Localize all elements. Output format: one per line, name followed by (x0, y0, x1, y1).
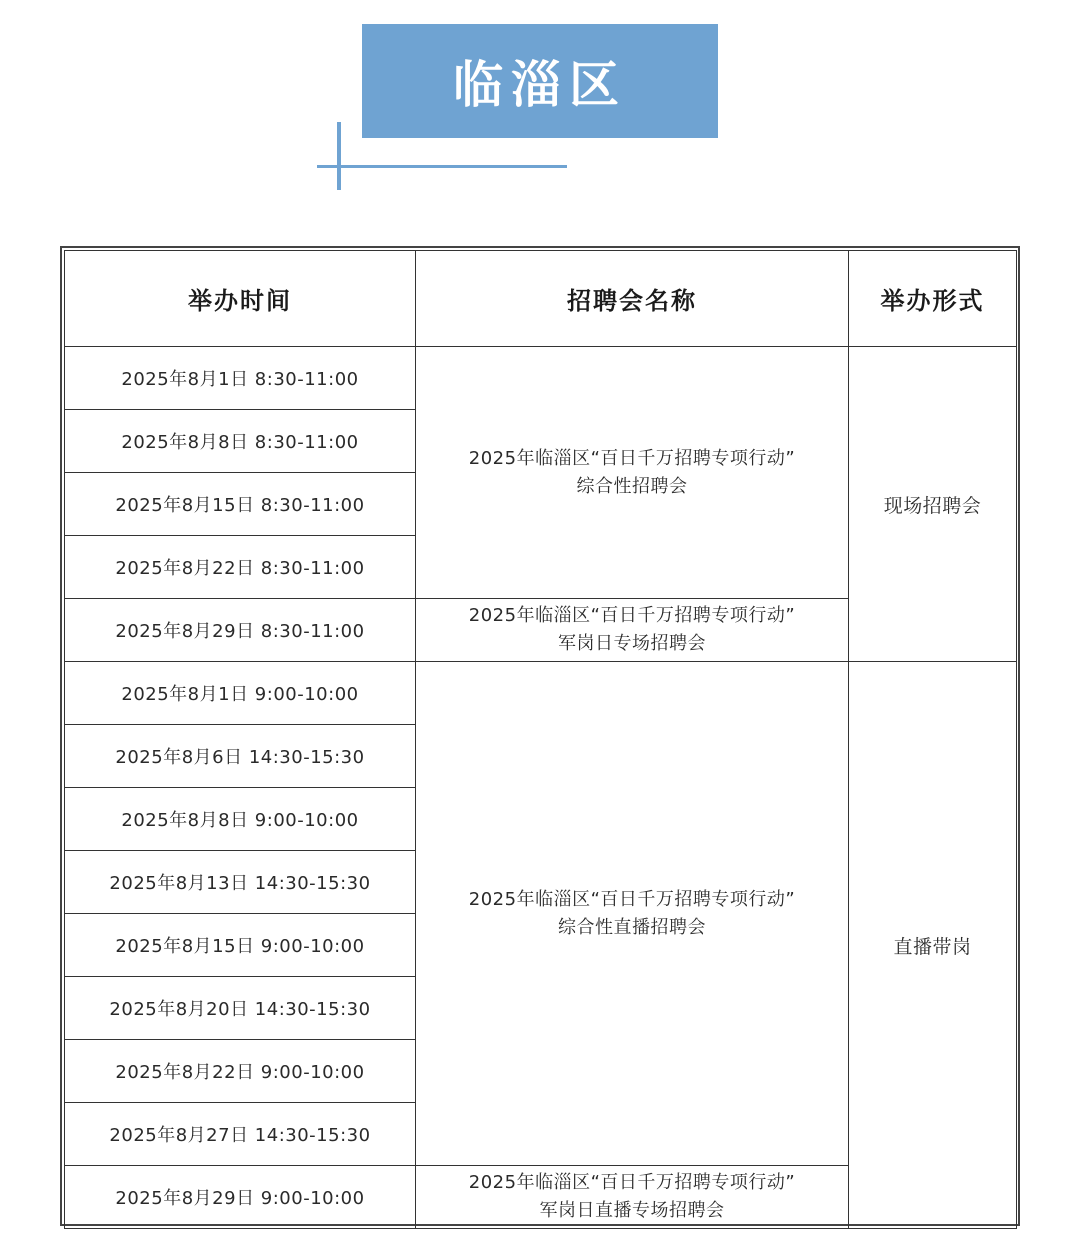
fair-name-line: 2025年临淄区“百日千万招聘专项行动” (468, 447, 796, 469)
schedule-table-frame (60, 246, 1020, 1226)
fair-name-line: 2025年临淄区“百日千万招聘专项行动” (468, 1172, 796, 1193)
fair-name-line: 2025年临淄区“百日千万招聘专项行动” (468, 605, 796, 626)
schedule-table (64, 250, 1017, 1229)
title-banner (362, 24, 718, 138)
fair-name-cell (416, 599, 849, 662)
table-row (65, 662, 1017, 725)
time-cell: 2025年8月8日 9:00-10:00 (65, 788, 416, 851)
fair-name-cell (416, 662, 849, 1166)
time-cell: 2025年8月22日 9:00-10:00 (65, 1040, 416, 1103)
fair-name-line: 2025年临淄区“百日千万招聘专项行动” (468, 888, 796, 910)
fair-name-line: 军岗日专场招聘会 (558, 633, 706, 654)
table-header-row (65, 251, 1017, 347)
time-cell: 2025年8月13日 14:30-15:30 (65, 851, 416, 914)
fair-name-line: 综合性招聘会 (576, 475, 688, 497)
time-cell: 2025年8月29日 9:00-10:00 (65, 1166, 416, 1229)
fair-name-cell (416, 1166, 849, 1229)
time-cell: 2025年8月8日 8:30-11:00 (65, 410, 416, 473)
time-cell: 2025年8月27日 14:30-15:30 (65, 1103, 416, 1166)
time-cell: 2025年8月20日 14:30-15:30 (65, 977, 416, 1040)
format-cell: 直播带岗 (849, 662, 1017, 1229)
header-name: 招聘会名称 (416, 251, 849, 347)
table-row (65, 347, 1017, 410)
fair-name-line: 军岗日直播专场招聘会 (539, 1200, 725, 1221)
time-cell: 2025年8月1日 9:00-10:00 (65, 662, 416, 725)
time-cell: 2025年8月6日 14:30-15:30 (65, 725, 416, 788)
decorative-horizontal-line (317, 165, 567, 168)
header-format: 举办形式 (849, 251, 1017, 347)
page-title: 临淄区 (453, 56, 627, 114)
decorative-vertical-line (337, 122, 341, 190)
time-cell: 2025年8月1日 8:30-11:00 (65, 347, 416, 410)
time-cell: 2025年8月15日 9:00-10:00 (65, 914, 416, 977)
format-cell: 现场招聘会 (849, 347, 1017, 662)
fair-name-cell (416, 347, 849, 599)
time-cell: 2025年8月29日 8:30-11:00 (65, 599, 416, 662)
time-cell: 2025年8月22日 8:30-11:00 (65, 536, 416, 599)
header-time: 举办时间 (65, 251, 416, 347)
fair-name-line: 综合性直播招聘会 (558, 916, 706, 938)
time-cell: 2025年8月15日 8:30-11:00 (65, 473, 416, 536)
